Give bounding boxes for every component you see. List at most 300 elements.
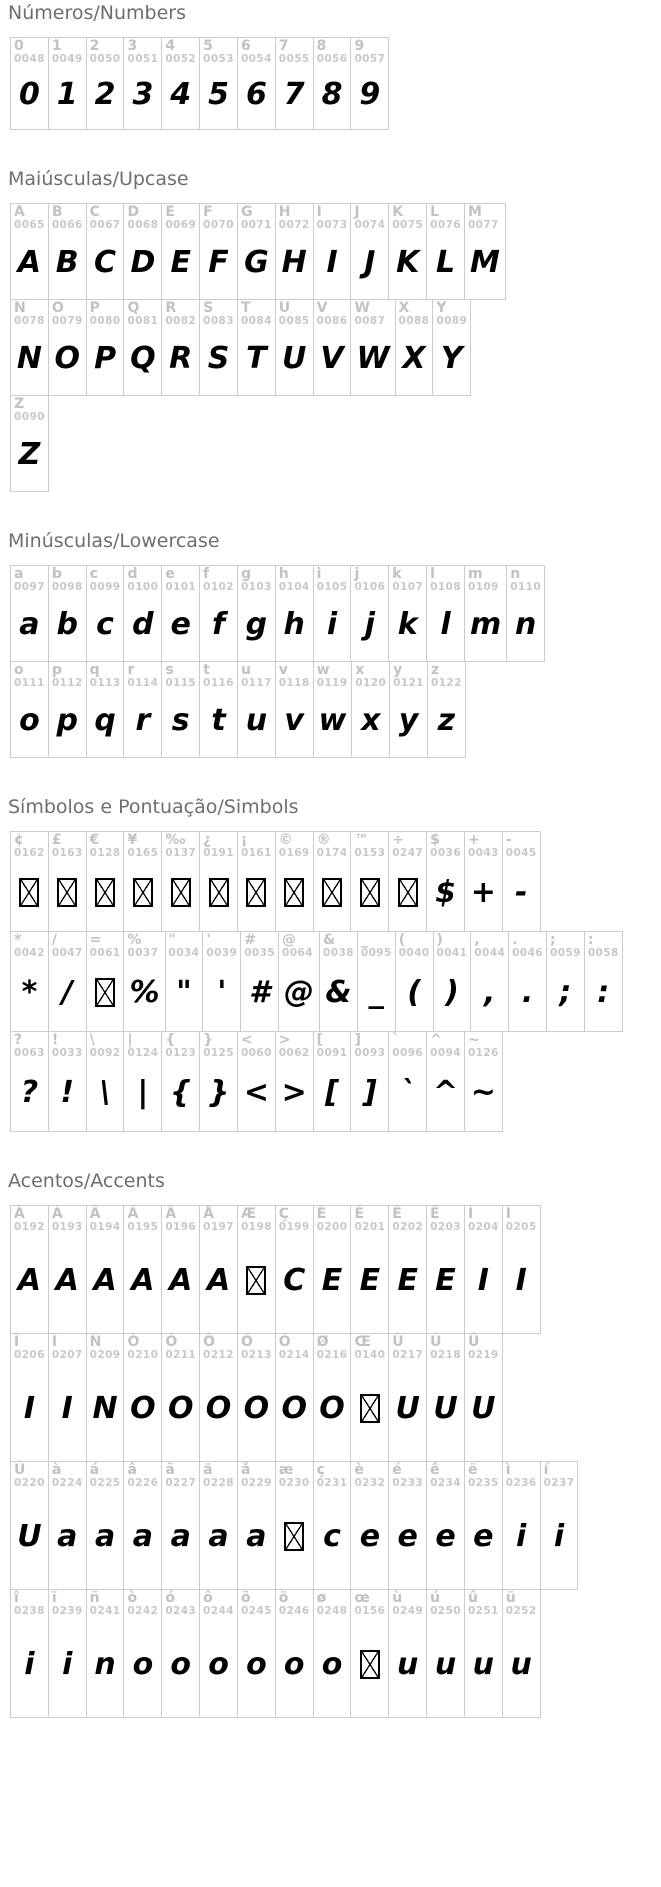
cell-unicode-code: 0073	[316, 219, 348, 232]
cell-header	[14, 567, 45, 594]
cell-character-label: Â	[89, 1206, 101, 1222]
glyph-preview: u	[472, 1647, 495, 1683]
glyph-cell	[199, 1590, 237, 1717]
glyph-preview: C	[283, 1263, 306, 1299]
cell-header	[468, 205, 502, 232]
cell-header	[437, 933, 468, 960]
glyph-cell	[426, 1462, 464, 1589]
glyph-preview: B	[55, 245, 79, 281]
cell-unicode-code: 0227	[165, 1477, 197, 1490]
glyph-cell	[508, 932, 546, 1031]
glyph-cell	[11, 300, 48, 395]
cell-unicode-code: 0039	[206, 947, 238, 960]
glyph-cell	[11, 1590, 48, 1717]
missing-glyph-icon	[322, 878, 342, 907]
cell-unicode-code: 0052	[165, 53, 197, 66]
glyph-preview: S	[207, 341, 230, 377]
cell-header	[127, 1335, 158, 1362]
glyph-preview	[165, 860, 196, 924]
cell-unicode-code: 0220	[14, 1477, 45, 1490]
glyph-cell	[540, 1462, 578, 1589]
cell-character-label: ;	[550, 932, 556, 948]
glyph-cell	[464, 1032, 502, 1131]
glyph-cell	[86, 38, 124, 129]
cell-character-label: Í	[505, 1206, 511, 1222]
cell-character-label: Û	[467, 1334, 480, 1350]
glyph-cell	[161, 1206, 199, 1333]
cell-character-label: Ô	[203, 1334, 216, 1350]
glyph-preview: A	[131, 1263, 155, 1299]
cell-character-label: -	[505, 832, 512, 848]
cell-character-label: '	[206, 932, 211, 948]
cell-unicode-code: 0058	[587, 947, 619, 960]
glyph-cell	[199, 1334, 237, 1461]
cell-character-label: I	[316, 204, 322, 220]
cell-character-label: â	[127, 1462, 137, 1478]
cell-header	[392, 1207, 423, 1234]
cell-character-label: è	[354, 1462, 364, 1478]
cell-unicode-code: 0090	[14, 411, 45, 424]
cell-header	[282, 933, 316, 960]
glyph-cell	[313, 662, 352, 757]
cell-header	[90, 1033, 121, 1060]
cell-unicode-code: 0204	[467, 1221, 499, 1234]
cell-unicode-code: 0096	[392, 1047, 424, 1060]
glyph-preview: 5	[208, 77, 229, 113]
cell-character-label: Œ	[354, 1334, 371, 1350]
cell-header	[279, 205, 310, 232]
glyph-cell	[48, 204, 86, 299]
glyph-cell	[165, 932, 203, 1031]
cell-header	[317, 1463, 348, 1490]
cell-header	[203, 833, 234, 860]
cell-character-label: 0	[14, 38, 24, 54]
cell-header	[52, 301, 83, 328]
cell-character-label: Ó	[165, 1334, 178, 1350]
cell-unicode-code: 0084	[240, 315, 272, 328]
cell-header	[90, 1335, 121, 1362]
cell-unicode-code: 0093	[354, 1047, 386, 1060]
cell-character-label: ™	[354, 832, 369, 848]
cell-character-label: c	[89, 566, 98, 582]
glyph-preview: o	[208, 1647, 229, 1683]
glyph-cell	[123, 300, 161, 395]
cell-character-label: €	[89, 832, 100, 848]
glyph-row	[10, 1589, 541, 1718]
cell-character-label: m	[467, 566, 483, 582]
glyph-cell	[237, 1590, 275, 1717]
glyph-cell	[161, 832, 199, 931]
missing-glyph-icon	[284, 1522, 304, 1551]
cell-header	[468, 1591, 499, 1618]
cell-unicode-code: 0077	[467, 219, 499, 232]
glyph-cell	[86, 1462, 124, 1589]
glyph-cell	[11, 932, 48, 1031]
cell-unicode-code: 0097	[14, 581, 45, 594]
glyph-preview: 8	[321, 77, 343, 113]
section-lowercase	[0, 530, 661, 758]
glyph-cell	[313, 1590, 351, 1717]
glyph-preview: W	[356, 341, 390, 377]
cell-unicode-code: 0054	[240, 53, 272, 66]
glyph-preview: A	[93, 1263, 117, 1299]
missing-glyph-icon	[133, 878, 153, 907]
cell-character-label: y	[393, 662, 403, 678]
missing-glyph-icon	[284, 878, 304, 907]
glyph-preview: F	[208, 245, 229, 281]
cell-header	[52, 1463, 83, 1490]
glyph-cell	[464, 1334, 502, 1461]
missing-glyph-icon	[360, 878, 380, 907]
cell-unicode-code: 0128	[89, 847, 121, 860]
cell-character-label: ú	[430, 1590, 441, 1606]
cell-unicode-code: 0071	[240, 219, 272, 232]
glyph-cell	[278, 932, 319, 1031]
cell-unicode-code: 0109	[467, 581, 499, 594]
cell-header	[14, 663, 45, 690]
cell-header	[241, 663, 272, 690]
cell-character-label: Õ	[240, 1334, 253, 1350]
glyph-preview: A	[169, 1263, 193, 1299]
cell-header	[430, 1335, 461, 1362]
cell-character-label: \	[89, 1032, 95, 1048]
glyph-preview: |	[137, 1075, 149, 1111]
cell-unicode-code: 0044	[474, 947, 506, 960]
cell-header	[430, 1463, 461, 1490]
glyph-preview: i	[24, 1647, 35, 1683]
cell-unicode-code: 0078	[14, 315, 45, 328]
cell-character-label: q	[89, 662, 100, 678]
cell-header	[127, 933, 161, 960]
cell-character-label: Ò	[127, 1334, 140, 1350]
cell-unicode-code: 0104	[278, 581, 310, 594]
cell-unicode-code: 0043	[467, 847, 499, 860]
glyph-cell	[546, 932, 584, 1031]
cell-character-label: B	[51, 204, 63, 220]
glyph-preview	[90, 960, 121, 1024]
cell-unicode-code: 0114	[127, 677, 159, 690]
glyph-cell	[199, 832, 237, 931]
glyph-preview: x	[361, 703, 381, 739]
glyph-cell	[350, 204, 388, 299]
glyph-preview: >	[281, 1075, 307, 1111]
cell-character-label: $	[430, 832, 440, 848]
glyph-preview: I	[326, 245, 338, 281]
glyph-cell	[48, 566, 86, 661]
cell-unicode-code: 0061	[89, 947, 121, 960]
glyph-preview: $	[435, 875, 456, 911]
cell-character-label: }	[203, 1032, 214, 1048]
glyph-cell	[237, 1206, 275, 1333]
glyph-cell	[275, 1206, 313, 1333]
glyph-cell	[426, 204, 464, 299]
cell-header	[52, 833, 83, 860]
glyph-preview: k	[397, 607, 418, 643]
cell-character-label: ë	[467, 1462, 478, 1478]
glyph-preview: U	[433, 1391, 458, 1427]
glyph-preview: O	[54, 341, 80, 377]
cell-header	[317, 663, 349, 690]
glyph-preview: '	[217, 975, 227, 1011]
cell-unicode-code: 0243	[165, 1605, 197, 1618]
cell-unicode-code: 0081	[127, 315, 159, 328]
cell-header	[14, 1463, 45, 1490]
cell-unicode-code: 0059	[550, 947, 581, 960]
glyph-row	[10, 1461, 578, 1590]
glyph-cell	[161, 1590, 199, 1717]
cell-character-label: 3	[127, 38, 138, 54]
cell-character-label: i	[316, 566, 322, 582]
cell-header	[127, 1207, 158, 1234]
cell-character-label: û	[467, 1590, 478, 1606]
cell-header	[241, 1207, 272, 1234]
cell-unicode-code: 0165	[127, 847, 159, 860]
glyph-preview: u	[397, 1647, 419, 1683]
glyph-cell	[584, 932, 622, 1031]
cell-unicode-code: 0051	[127, 53, 159, 66]
glyph-cell	[86, 204, 124, 299]
glyph-cell	[161, 300, 199, 395]
cell-header	[203, 663, 234, 690]
glyph-cell	[388, 1462, 426, 1589]
cell-header	[279, 1207, 310, 1234]
cell-header	[14, 1335, 45, 1362]
cell-character-label: ä	[203, 1462, 213, 1478]
cell-character-label: U	[278, 300, 291, 316]
glyph-preview: u	[434, 1647, 457, 1683]
glyph-preview: a	[246, 1519, 267, 1555]
cell-header	[127, 301, 158, 328]
cell-character-label: Ä	[165, 1206, 177, 1222]
cell-character-label: M	[467, 204, 482, 220]
cell-unicode-code: 0038	[323, 947, 354, 960]
cell-unicode-code: 0199	[278, 1221, 310, 1234]
cell-character-label: ø	[316, 1590, 327, 1606]
cell-unicode-code: 0036	[430, 847, 461, 860]
cell-character-label: @	[282, 932, 297, 948]
glyph-preview: V	[320, 341, 344, 377]
cell-unicode-code: 0111	[14, 677, 45, 690]
glyph-preview: I	[477, 1263, 489, 1299]
glyph-cell	[237, 566, 275, 661]
glyph-preview: w	[318, 703, 347, 739]
glyph-cell	[237, 832, 275, 931]
glyph-cell	[86, 566, 124, 661]
cell-character-label: Ì	[467, 1206, 474, 1222]
cell-unicode-code: 0210	[127, 1349, 159, 1362]
cell-header	[241, 39, 272, 66]
cell-header	[206, 933, 237, 960]
glyph-preview: (	[407, 975, 421, 1011]
cell-character-label: ¡	[240, 832, 248, 848]
cell-header	[392, 1033, 423, 1060]
glyph-preview: 6	[245, 77, 267, 113]
cell-character-label: ?	[14, 1032, 23, 1048]
cell-header	[14, 397, 45, 424]
cell-header	[52, 933, 83, 960]
glyph-preview: o	[321, 1647, 343, 1683]
cell-unicode-code: 0062	[278, 1047, 310, 1060]
glyph-cell	[464, 204, 505, 299]
cell-header	[127, 833, 158, 860]
cell-character-label: 5	[203, 38, 213, 54]
glyph-preview: c	[96, 607, 114, 643]
cell-unicode-code: 0085	[278, 315, 310, 328]
glyph-preview: E	[321, 1263, 343, 1299]
cell-character-label: g	[240, 566, 251, 582]
glyph-preview: X	[402, 341, 426, 377]
glyph-cell	[11, 1462, 48, 1589]
cell-unicode-code: 0214	[278, 1349, 310, 1362]
glyph-preview: O	[243, 1391, 270, 1427]
cell-header	[90, 39, 121, 66]
glyph-cell	[86, 1590, 124, 1717]
glyph-cell	[426, 1032, 464, 1131]
cell-unicode-code: 0206	[14, 1349, 45, 1362]
cell-header	[317, 1591, 348, 1618]
cell-character-label: [	[316, 1032, 324, 1048]
cell-character-label: _	[360, 932, 368, 948]
cell-character-label: p	[51, 662, 62, 678]
cell-unicode-code: 0095	[360, 947, 392, 960]
glyph-cell	[313, 1206, 351, 1333]
glyph-preview: O	[167, 1391, 194, 1427]
missing-glyph-icon	[19, 878, 39, 907]
glyph-preview: G	[244, 245, 269, 281]
glyph-grid	[10, 37, 661, 130]
cell-header	[90, 1207, 121, 1234]
cell-unicode-code: 0098	[51, 581, 83, 594]
glyph-preview: i	[553, 1519, 565, 1555]
cell-character-label: Ù	[392, 1334, 404, 1350]
cell-header	[165, 833, 196, 860]
glyph-cell	[275, 38, 313, 129]
glyph-row	[10, 1205, 541, 1334]
cell-header	[241, 301, 272, 328]
cell-unicode-code: 0246	[278, 1605, 310, 1618]
cell-unicode-code: 0046	[512, 947, 543, 960]
cell-unicode-code: 0200	[316, 1221, 348, 1234]
cell-unicode-code: 0092	[89, 1047, 121, 1060]
cell-character-label: ^	[430, 1032, 442, 1048]
cell-character-label: 4	[165, 38, 176, 54]
cell-character-label: á	[89, 1462, 100, 1478]
cell-unicode-code: 0102	[203, 581, 234, 594]
cell-header	[165, 1463, 196, 1490]
cell-header	[279, 663, 310, 690]
glyph-preview: o	[246, 1647, 267, 1683]
glyph-cell	[395, 300, 433, 395]
glyph-preview: M	[469, 245, 500, 281]
glyph-preview: A	[17, 245, 42, 281]
missing-glyph-icon	[95, 978, 115, 1007]
glyph-cell	[464, 1590, 502, 1717]
missing-glyph-icon	[95, 878, 115, 907]
glyph-preview: u	[245, 703, 268, 739]
cell-header	[468, 1335, 499, 1362]
cell-character-label: Ú	[430, 1334, 442, 1350]
cell-unicode-code: 0162	[14, 847, 45, 860]
cell-header	[165, 567, 196, 594]
glyph-preview: e	[473, 1519, 494, 1555]
cell-header	[52, 1335, 83, 1362]
cell-character-label: ì	[505, 1462, 511, 1478]
glyph-cell	[313, 1032, 351, 1131]
glyph-cell	[388, 1206, 426, 1333]
glyph-cell	[11, 204, 48, 299]
cell-unicode-code: 0110	[510, 581, 542, 594]
cell-character-label: í	[543, 1462, 549, 1478]
cell-unicode-code: 0231	[316, 1477, 348, 1490]
cell-character-label: Ï	[51, 1334, 58, 1350]
cell-header	[203, 1033, 234, 1060]
cell-header	[392, 567, 423, 594]
cell-header	[244, 933, 275, 960]
glyph-cell	[48, 300, 86, 395]
cell-header	[355, 663, 386, 690]
cell-unicode-code: 0244	[203, 1605, 234, 1618]
glyph-cell	[48, 38, 86, 129]
glyph-preview: b	[56, 607, 78, 643]
cell-unicode-code: 0057	[354, 53, 386, 66]
cell-character-label: É	[354, 1206, 365, 1222]
glyph-row	[10, 37, 389, 130]
cell-character-label: E	[165, 204, 175, 220]
cell-character-label: K	[392, 204, 404, 220]
cell-unicode-code: 0049	[51, 53, 83, 66]
glyph-preview: u	[510, 1647, 532, 1683]
cell-character-label: W	[354, 300, 370, 316]
cell-header	[241, 1591, 272, 1618]
cell-unicode-code: 0091	[316, 1047, 348, 1060]
glyph-preview: #	[249, 975, 271, 1011]
cell-unicode-code: 0245	[240, 1605, 272, 1618]
glyph-cell	[388, 1334, 426, 1461]
cell-unicode-code: 0235	[467, 1477, 499, 1490]
cell-header	[354, 1335, 385, 1362]
cell-character-label: Î	[14, 1334, 20, 1350]
section-accents	[0, 1170, 661, 1718]
cell-character-label: {	[165, 1032, 176, 1048]
glyph-cell	[161, 566, 199, 661]
cell-header	[127, 1033, 158, 1060]
cell-unicode-code: 0103	[240, 581, 272, 594]
glyph-cell	[395, 932, 433, 1031]
cell-character-label: O	[51, 300, 64, 316]
cell-header	[430, 833, 461, 860]
glyph-preview: z	[437, 703, 456, 739]
glyph-row	[10, 395, 49, 492]
cell-header	[510, 567, 541, 594]
glyph-cell	[426, 1590, 464, 1717]
glyph-preview: H	[281, 245, 307, 281]
cell-character-label: A	[14, 204, 25, 220]
cell-character-label: u	[240, 662, 251, 678]
glyph-preview: g	[245, 607, 268, 643]
cell-character-label: P	[89, 300, 100, 316]
glyph-cell	[502, 1206, 540, 1333]
cell-header	[279, 1463, 310, 1490]
font-character-map	[0, 2, 661, 1718]
glyph-cell	[313, 204, 351, 299]
cell-character-label: ï	[51, 1590, 57, 1606]
cell-character-label: k	[392, 566, 402, 582]
glyph-cell	[388, 1590, 426, 1717]
missing-glyph-icon	[360, 1394, 380, 1423]
cell-character-label: <	[240, 1032, 253, 1048]
cell-header	[241, 1033, 272, 1060]
glyph-preview: d	[132, 607, 154, 643]
